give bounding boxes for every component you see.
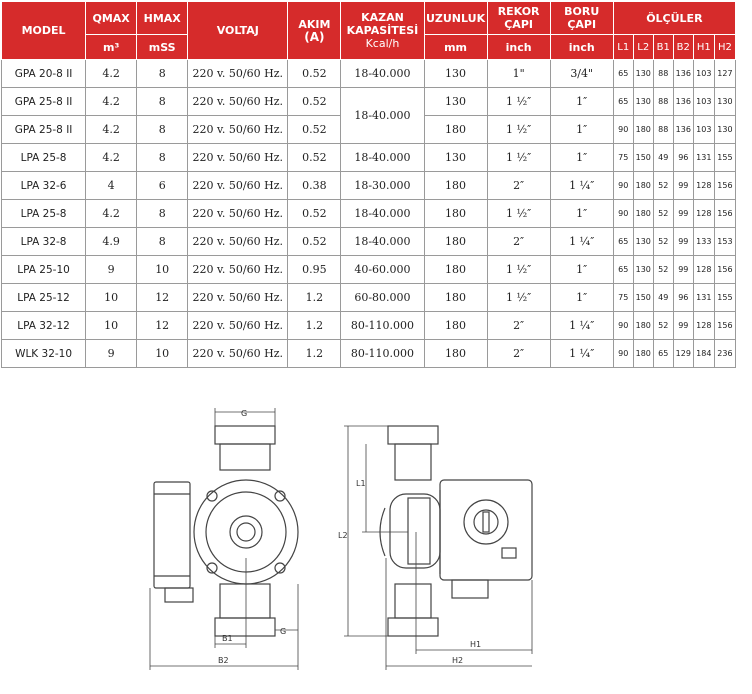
- cell-dim-h2: 155: [714, 284, 735, 312]
- cell-dim-b1: 49: [653, 144, 673, 172]
- pump-front-view: [154, 426, 298, 636]
- cell-dim-h1: 103: [693, 60, 714, 88]
- cell-boru: 1″: [550, 256, 613, 284]
- cell-voltaj: 220 v. 50/60 Hz.: [188, 228, 288, 256]
- header-akim: [288, 2, 341, 60]
- cell-uzunluk: 180: [424, 284, 487, 312]
- cell-dim-b2: 99: [673, 312, 693, 340]
- cell-model: LPA 32-6: [2, 172, 86, 200]
- header-hmax-unit: mSS: [137, 35, 188, 60]
- cell-dim-h2: 153: [714, 228, 735, 256]
- cell-kazan: 18-40.000: [341, 144, 424, 172]
- cell-rekor: 1 ½″: [487, 200, 550, 228]
- cell-hmax: 10: [137, 340, 188, 368]
- cell-qmax: 4: [86, 172, 137, 200]
- header-dim-l2: L2: [633, 35, 653, 60]
- cell-dim-l2: 130: [633, 88, 653, 116]
- cell-dim-l1: 75: [613, 144, 633, 172]
- table-row: [2, 256, 736, 284]
- table-row: [2, 88, 736, 116]
- cell-dim-l1: 90: [613, 200, 633, 228]
- cell-dim-b1: 88: [653, 88, 673, 116]
- table-row: [2, 340, 736, 368]
- cell-uzunluk: 180: [424, 256, 487, 284]
- pump-side-view: [380, 426, 532, 636]
- cell-dim-b1: 52: [653, 256, 673, 284]
- cell-dim-h2: 127: [714, 60, 735, 88]
- cell-dim-h2: 156: [714, 312, 735, 340]
- cell-hmax: 12: [137, 312, 188, 340]
- cell-voltaj: 220 v. 50/60 Hz.: [188, 172, 288, 200]
- cell-dim-h2: 156: [714, 172, 735, 200]
- label-h1: H1: [470, 640, 482, 649]
- cell-dim-l2: 150: [633, 284, 653, 312]
- cell-dim-h1: 128: [693, 256, 714, 284]
- cell-model: LPA 32-8: [2, 228, 86, 256]
- label-g-bottom: G: [280, 627, 287, 636]
- cell-akim: 0.52: [288, 116, 341, 144]
- cell-kazan: 80-110.000: [341, 340, 424, 368]
- cell-dim-b2: 136: [673, 116, 693, 144]
- table-row: [2, 200, 736, 228]
- spec-table-body: [2, 60, 736, 368]
- cell-dim-b1: 52: [653, 172, 673, 200]
- cell-dim-l1: 75: [613, 284, 633, 312]
- cell-model: LPA 32-12: [2, 312, 86, 340]
- cell-uzunluk: 180: [424, 172, 487, 200]
- cell-boru: 1 ¼″: [550, 312, 613, 340]
- cell-kazan: 18-40.000: [341, 88, 424, 144]
- cell-uzunluk: 180: [424, 340, 487, 368]
- cell-qmax: 4.2: [86, 60, 137, 88]
- cell-dim-l2: 130: [633, 256, 653, 284]
- cell-dim-b1: 52: [653, 312, 673, 340]
- cell-qmax: 9: [86, 256, 137, 284]
- table-row: [2, 228, 736, 256]
- label-h2: H2: [452, 656, 464, 665]
- cell-dim-h1: 103: [693, 116, 714, 144]
- cell-voltaj: 220 v. 50/60 Hz.: [188, 60, 288, 88]
- cell-dim-h2: 155: [714, 144, 735, 172]
- cell-dim-b2: 99: [673, 200, 693, 228]
- header-dim-l1: L1: [613, 35, 633, 60]
- cell-voltaj: 220 v. 50/60 Hz.: [188, 200, 288, 228]
- header-boru: [550, 2, 613, 35]
- cell-qmax: 10: [86, 312, 137, 340]
- cell-hmax: 8: [137, 200, 188, 228]
- header-rekor-capi: ÇAPI: [504, 18, 533, 31]
- header-hmax: HMAX: [137, 2, 188, 35]
- cell-dim-l2: 150: [633, 144, 653, 172]
- cell-dim-b2: 96: [673, 284, 693, 312]
- cell-dim-h1: 103: [693, 88, 714, 116]
- label-l1: L1: [356, 479, 366, 488]
- cell-boru: 1″: [550, 284, 613, 312]
- cell-dim-h1: 133: [693, 228, 714, 256]
- cell-hmax: 8: [137, 88, 188, 116]
- cell-boru: 1 ¼″: [550, 172, 613, 200]
- header-dim-h1: H1: [693, 35, 714, 60]
- cell-kazan: 18-40.000: [341, 200, 424, 228]
- cell-model: LPA 25-12: [2, 284, 86, 312]
- cell-dim-l2: 180: [633, 312, 653, 340]
- cell-boru: 1″: [550, 200, 613, 228]
- cell-dim-b1: 65: [653, 340, 673, 368]
- cell-dim-b1: 88: [653, 116, 673, 144]
- table-row: [2, 172, 736, 200]
- cell-dim-l1: 90: [613, 340, 633, 368]
- cell-qmax: 4.2: [86, 200, 137, 228]
- cell-uzunluk: 180: [424, 312, 487, 340]
- cell-boru: 1 ¼″: [550, 340, 613, 368]
- cell-rekor: 2″: [487, 228, 550, 256]
- cell-dim-l1: 65: [613, 60, 633, 88]
- cell-akim: 0.52: [288, 60, 341, 88]
- cell-dim-b2: 136: [673, 60, 693, 88]
- header-olculer: ÖLÇÜLER: [613, 2, 735, 35]
- cell-model: LPA 25-8: [2, 200, 86, 228]
- cell-dim-b2: 96: [673, 144, 693, 172]
- cell-kazan: 18-40.000: [341, 228, 424, 256]
- cell-rekor: 1 ½″: [487, 284, 550, 312]
- cell-voltaj: 220 v. 50/60 Hz.: [188, 256, 288, 284]
- cell-dim-h2: 156: [714, 200, 735, 228]
- cell-qmax: 4.9: [86, 228, 137, 256]
- cell-dim-l2: 130: [633, 228, 653, 256]
- cell-qmax: 4.2: [86, 116, 137, 144]
- cell-dim-h1: 128: [693, 312, 714, 340]
- cell-rekor: 1": [487, 60, 550, 88]
- cell-dim-b1: 49: [653, 284, 673, 312]
- header-uzunluk-unit: mm: [424, 35, 487, 60]
- cell-dim-b2: 99: [673, 172, 693, 200]
- header-kazan-label: KAZAN: [361, 11, 404, 24]
- cell-qmax: 4.2: [86, 88, 137, 116]
- cell-rekor: 1 ½″: [487, 144, 550, 172]
- cell-qmax: 9: [86, 340, 137, 368]
- cell-hmax: 8: [137, 144, 188, 172]
- header-boru-capi: ÇAPI: [567, 18, 597, 31]
- header-rekor-label: REKOR: [497, 5, 540, 18]
- cell-uzunluk: 180: [424, 116, 487, 144]
- cell-akim: 0.52: [288, 228, 341, 256]
- cell-akim: 1.2: [288, 340, 341, 368]
- cell-rekor: 1 ½″: [487, 256, 550, 284]
- header-kazan: [341, 2, 424, 60]
- header-boru-label: BORU: [564, 5, 600, 18]
- cell-uzunluk: 130: [424, 88, 487, 116]
- cell-boru: 1″: [550, 116, 613, 144]
- cell-voltaj: 220 v. 50/60 Hz.: [188, 88, 288, 116]
- cell-rekor: 1 ½″: [487, 88, 550, 116]
- cell-dim-h1: 128: [693, 200, 714, 228]
- cell-dim-h2: 130: [714, 116, 735, 144]
- cell-dim-h1: 128: [693, 172, 714, 200]
- cell-hmax: 8: [137, 60, 188, 88]
- cell-model: GPA 20-8 II: [2, 60, 86, 88]
- cell-qmax: 4.2: [86, 144, 137, 172]
- cell-hmax: 12: [137, 284, 188, 312]
- cell-hmax: 8: [137, 116, 188, 144]
- label-b2: B2: [218, 656, 229, 665]
- cell-model: LPA 25-10: [2, 256, 86, 284]
- header-boru-unit: inch: [550, 35, 613, 60]
- header-rekor-unit: inch: [487, 35, 550, 60]
- cell-boru: 1″: [550, 88, 613, 116]
- cell-kazan: 18-40.000: [341, 60, 424, 88]
- cell-dim-l1: 65: [613, 88, 633, 116]
- cell-dim-h1: 131: [693, 284, 714, 312]
- cell-dim-l2: 130: [633, 60, 653, 88]
- cell-dim-l2: 180: [633, 340, 653, 368]
- cell-rekor: 1 ½″: [487, 116, 550, 144]
- cell-uzunluk: 130: [424, 144, 487, 172]
- cell-dim-b1: 52: [653, 200, 673, 228]
- cell-rekor: 2″: [487, 340, 550, 368]
- header-voltaj: VOLTAJ: [188, 2, 288, 60]
- table-row: [2, 60, 736, 88]
- cell-akim: 0.52: [288, 200, 341, 228]
- cell-dim-l1: 90: [613, 312, 633, 340]
- cell-kazan: 18-30.000: [341, 172, 424, 200]
- front-view-dimensions: [150, 408, 298, 670]
- header-akim-unit: (A): [304, 29, 325, 44]
- header-rekor: [487, 2, 550, 35]
- label-l2: L2: [338, 531, 348, 540]
- cell-voltaj: 220 v. 50/60 Hz.: [188, 144, 288, 172]
- cell-voltaj: 220 v. 50/60 Hz.: [188, 340, 288, 368]
- cell-voltaj: 220 v. 50/60 Hz.: [188, 312, 288, 340]
- cell-dim-l1: 65: [613, 256, 633, 284]
- cell-kazan: 60-80.000: [341, 284, 424, 312]
- header-kazan-unit: Kcal/h: [365, 37, 400, 50]
- cell-boru: 1″: [550, 144, 613, 172]
- cell-model: LPA 25-8: [2, 144, 86, 172]
- cell-akim: 0.95: [288, 256, 341, 284]
- cell-model: GPA 25-8 II: [2, 116, 86, 144]
- cell-akim: 1.2: [288, 312, 341, 340]
- cell-dim-h1: 131: [693, 144, 714, 172]
- pump-dimension-drawing: [140, 398, 740, 678]
- cell-akim: 0.52: [288, 88, 341, 116]
- cell-voltaj: 220 v. 50/60 Hz.: [188, 284, 288, 312]
- cell-dim-l1: 65: [613, 228, 633, 256]
- header-kapasitesi-label: KAPASİTESİ: [346, 24, 419, 37]
- cell-uzunluk: 130: [424, 60, 487, 88]
- header-uzunluk: UZUNLUK: [424, 2, 487, 35]
- cell-dim-l1: 90: [613, 172, 633, 200]
- label-b1: B1: [222, 634, 233, 643]
- cell-kazan: 40-60.000: [341, 256, 424, 284]
- cell-kazan: 80-110.000: [341, 312, 424, 340]
- header-model: MODEL: [2, 2, 86, 60]
- cell-dim-l2: 180: [633, 200, 653, 228]
- table-row: [2, 284, 736, 312]
- header-dim-b2: B2: [673, 35, 693, 60]
- pump-spec-table: [1, 1, 736, 368]
- cell-voltaj: 220 v. 50/60 Hz.: [188, 116, 288, 144]
- header-dim-b1: B1: [653, 35, 673, 60]
- cell-dim-b2: 136: [673, 88, 693, 116]
- cell-dim-l1: 90: [613, 116, 633, 144]
- cell-dim-b1: 52: [653, 228, 673, 256]
- cell-boru: 3/4": [550, 60, 613, 88]
- cell-rekor: 2″: [487, 312, 550, 340]
- cell-hmax: 10: [137, 256, 188, 284]
- cell-uzunluk: 180: [424, 200, 487, 228]
- cell-rekor: 2″: [487, 172, 550, 200]
- header-akim-label: AKIM: [298, 17, 331, 31]
- cell-dim-h1: 184: [693, 340, 714, 368]
- header-qmax-unit: m³: [86, 35, 137, 60]
- cell-hmax: 8: [137, 228, 188, 256]
- cell-hmax: 6: [137, 172, 188, 200]
- cell-model: GPA 25-8 II: [2, 88, 86, 116]
- cell-dim-h2: 130: [714, 88, 735, 116]
- label-g-top: G: [241, 409, 248, 418]
- cell-akim: 0.38: [288, 172, 341, 200]
- cell-dim-b1: 88: [653, 60, 673, 88]
- header-qmax: QMAX: [86, 2, 137, 35]
- table-row: [2, 144, 736, 172]
- cell-dim-b2: 129: [673, 340, 693, 368]
- cell-uzunluk: 180: [424, 228, 487, 256]
- table-row: [2, 312, 736, 340]
- cell-dim-h2: 156: [714, 256, 735, 284]
- cell-dim-l2: 180: [633, 116, 653, 144]
- cell-dim-h2: 236: [714, 340, 735, 368]
- cell-dim-b2: 99: [673, 228, 693, 256]
- cell-qmax: 10: [86, 284, 137, 312]
- header-dim-h2: H2: [714, 35, 735, 60]
- cell-dim-b2: 99: [673, 256, 693, 284]
- cell-akim: 1.2: [288, 284, 341, 312]
- cell-dim-l2: 180: [633, 172, 653, 200]
- cell-boru: 1 ¼″: [550, 228, 613, 256]
- cell-model: WLK 32-10: [2, 340, 86, 368]
- cell-akim: 0.52: [288, 144, 341, 172]
